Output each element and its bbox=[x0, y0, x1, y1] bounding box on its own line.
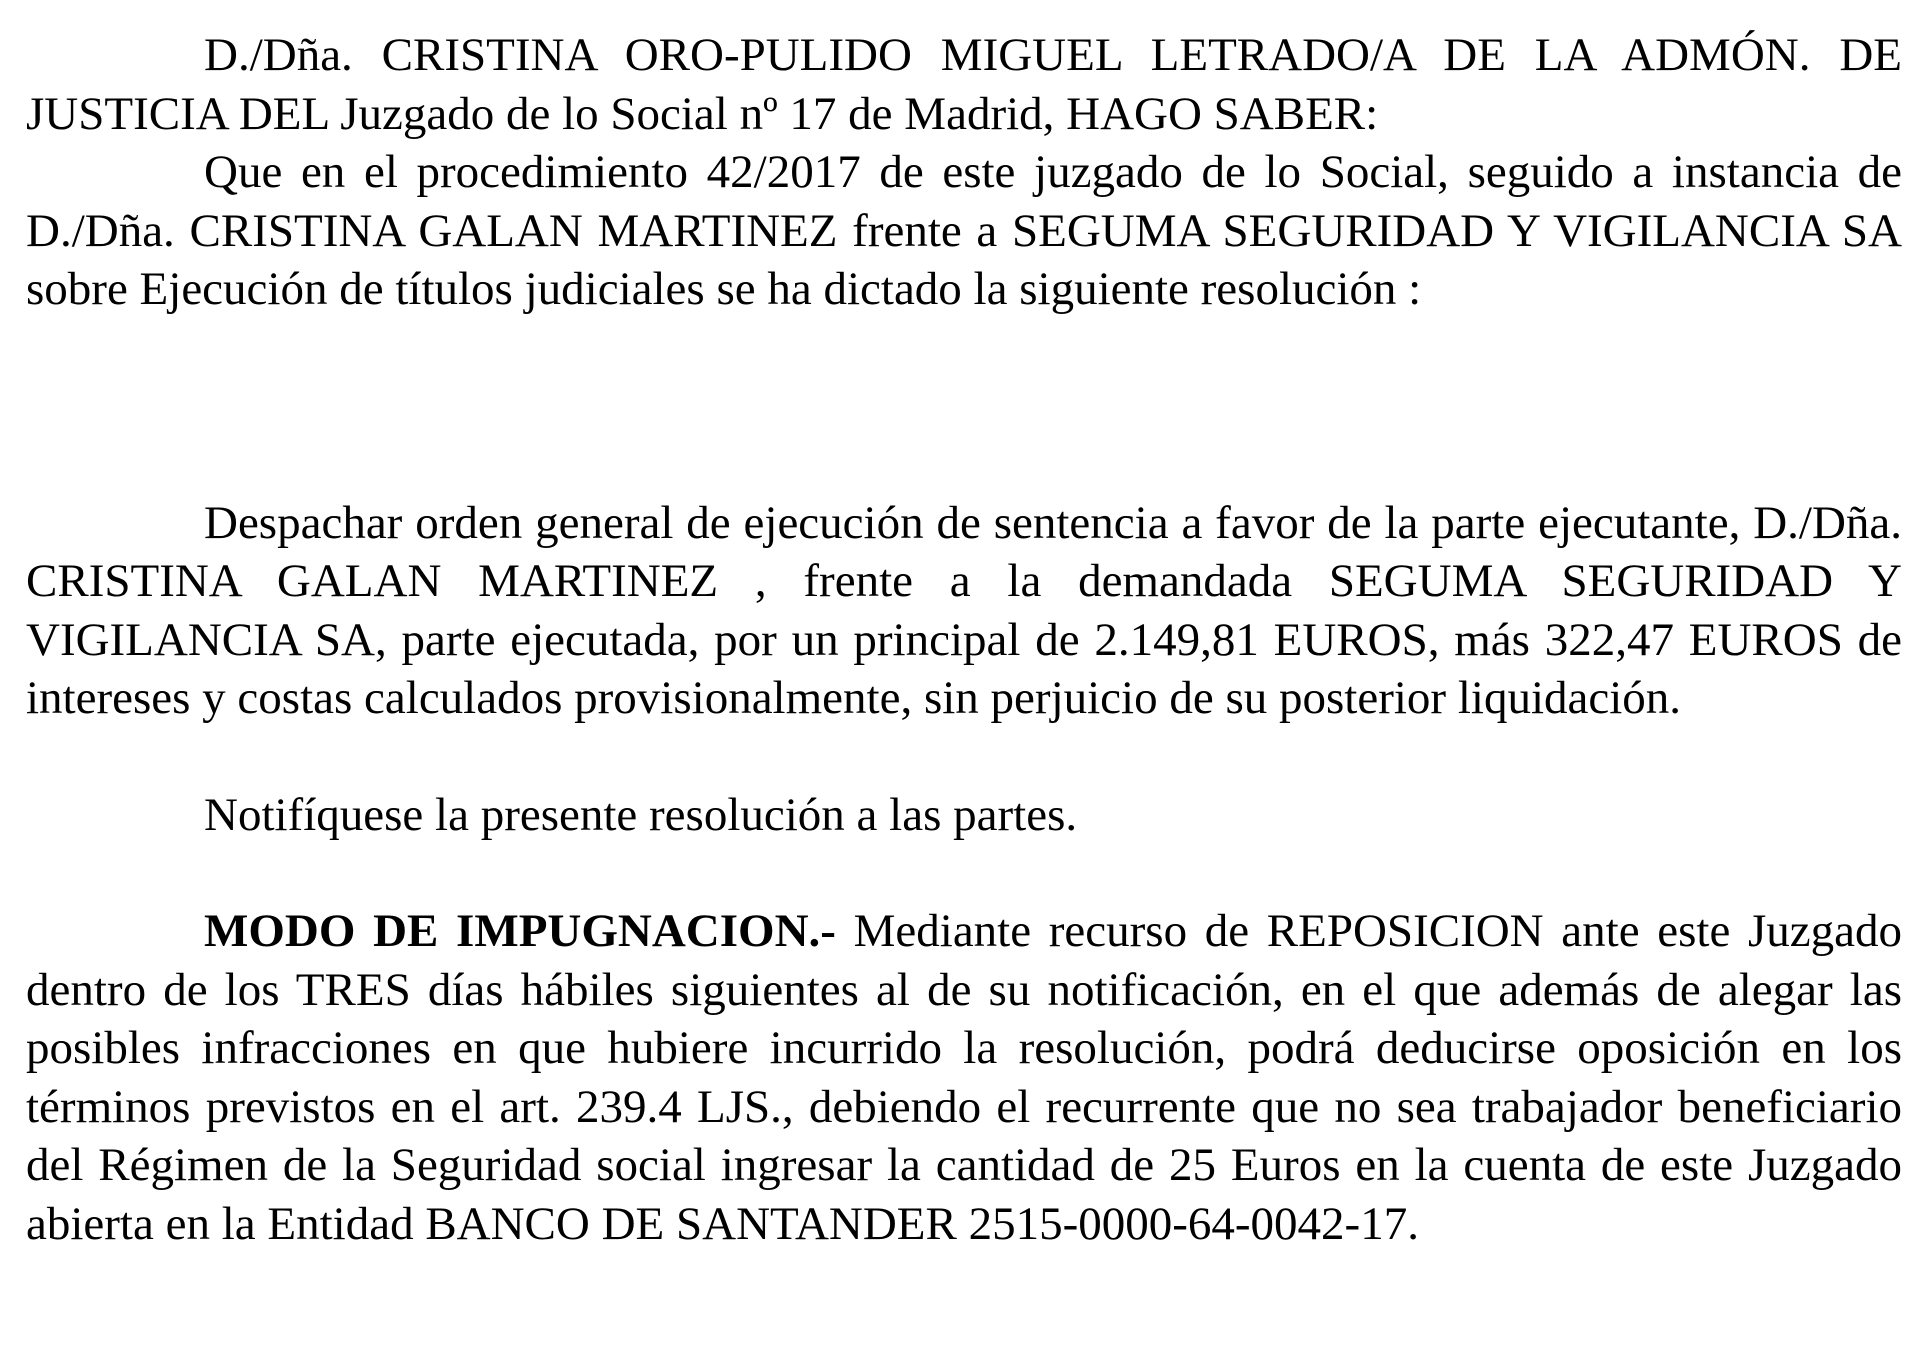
appeal-heading: MODO DE IMPUGNACION.- bbox=[204, 905, 836, 957]
spacer bbox=[26, 319, 1902, 494]
appeal-body: Mediante recurso de REPOSICION ante este Juzgado dentro de los TRES días hábiles siguientes al de su notificación, en el que además de alegar las posibles infracciones en que hubiere incurrido la resolución, podrá deducirse oposición en los términos previstos en el art. 239.4 LJS., debiendo el recurrente que no sea trabajador beneficiario del Régimen de la Seguridad social ingresar la cantidad de 25 Euros en la cuenta de este Juzgado abierta en la Entidad BANCO DE SANTANDER 2515-0000-64-0042-17. bbox=[26, 905, 1902, 1250]
paragraph-notification: Notifíquese la presente resolución a las partes. bbox=[204, 788, 1078, 841]
spacer bbox=[26, 844, 1902, 902]
paragraph-order: Despachar orden general de ejecución de sentencia a favor de la parte ejecutante, D./Dña. CRISTINA GALAN MARTINEZ , frente a la demandada SEGUMA SEGURIDAD Y VIGILANCIA SA, parte ejecutada, por un principal de 2.149,81 EUROS, más 322,47 EUROS de intereses y costas calculados provisionalmente, sin perjuicio de su posterior liquidación. bbox=[26, 496, 1902, 724]
paragraph-intro: D./Dña. CRISTINA ORO-PULIDO MIGUEL LETRADO/A DE LA ADMÓN. DE JUSTICIA DEL Juzgado de lo Social nº 17 de Madrid, HAGO SABER: bbox=[26, 29, 1902, 140]
paragraph-procedure: Que en el procedimiento 42/2017 de este juzgado de lo Social, seguido a instancia de D./Dña. CRISTINA GALAN MARTINEZ frente a SEGUMA SEGURIDAD Y VIGILANCIA SA sobre Ejecución de títulos judiciales se ha dictado la siguiente resolución : bbox=[26, 146, 1902, 315]
paragraph-appeal bbox=[26, 902, 1902, 1253]
spacer bbox=[26, 728, 1902, 786]
document-body bbox=[26, 26, 1902, 1253]
